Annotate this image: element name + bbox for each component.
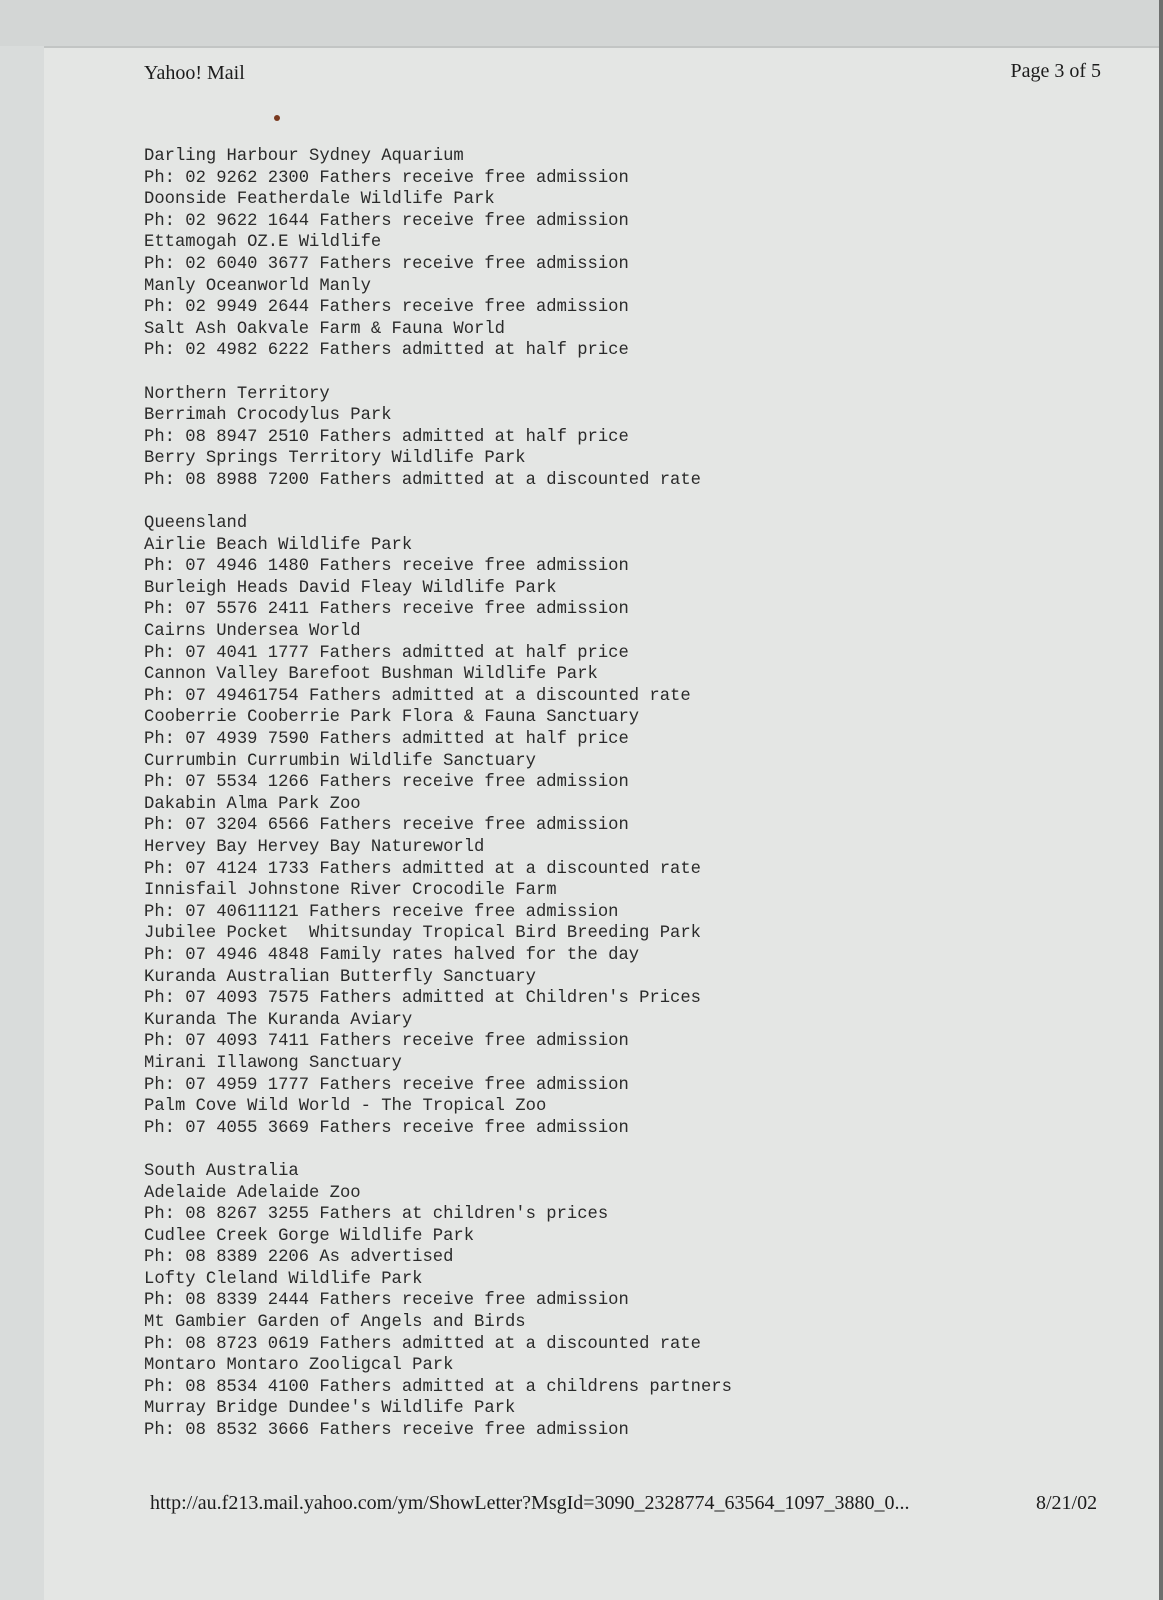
phone-offer-line: Ph: 02 6040 3677 Fathers receive free admission	[144, 254, 629, 274]
venue-line: Kuranda The Kuranda Aviary	[144, 1010, 413, 1030]
phone-offer-line: Ph: 08 8267 3255 Fathers at children's prices	[144, 1205, 609, 1225]
venue-line: Salt Ash Oakvale Farm & Fauna World	[144, 319, 505, 339]
venue-line: Innisfail Johnstone River Crocodile Farm	[144, 881, 557, 901]
venue-line: Darling Harbour Sydney Aquarium	[144, 147, 464, 166]
phone-offer-line: Ph: 07 49461754 Fathers admitted at a discounted rate	[144, 686, 691, 706]
venue-line: Kuranda Australian Butterfly Sanctuary	[144, 967, 536, 987]
phone-offer-line: Ph: 07 3204 6566 Fathers receive free admission	[144, 816, 629, 836]
venue-line: Jubilee Pocket Whitsunday Tropical Bird Breeding Park	[144, 924, 701, 944]
phone-offer-line: Ph: 07 4041 1777 Fathers admitted at half price	[144, 643, 629, 663]
venue-line: Cannon Valley Barefoot Bushman Wildlife Park	[144, 665, 598, 685]
phone-offer-line: Ph: 07 4093 7411 Fathers receive free admission	[144, 1032, 629, 1052]
page-header-title: Yahoo! Mail	[144, 62, 245, 84]
phone-offer-line: Ph: 07 4093 7575 Fathers admitted at Children's Prices	[144, 989, 701, 1009]
footer-date: 8/21/02	[1036, 1492, 1098, 1514]
venue-line: Montaro Montaro Zooligcal Park	[144, 1356, 454, 1376]
ink-dot-mark	[274, 115, 280, 121]
page-number: Page 3 of 5	[1010, 60, 1101, 82]
scan-right-edge	[1159, 0, 1163, 1600]
phone-offer-line: Ph: 08 8339 2444 Fathers receive free admission	[144, 1291, 629, 1311]
phone-offer-line: Ph: 07 4939 7590 Fathers admitted at half price	[144, 730, 629, 750]
phone-offer-line: Ph: 07 5576 2411 Fathers receive free admission	[144, 600, 629, 620]
blank-line	[144, 1139, 732, 1161]
phone-offer-line: Ph: 08 8947 2510 Fathers admitted at half price	[144, 427, 629, 447]
venue-line: Airlie Beach Wildlife Park	[144, 535, 413, 555]
venue-line: Queensland	[144, 514, 248, 534]
scan-top-margin	[0, 0, 1163, 46]
venue-line: Adelaide Adelaide Zoo	[144, 1183, 361, 1203]
venue-line: Murray Bridge Dundee's Wildlife Park	[144, 1399, 516, 1419]
phone-offer-line: Ph: 02 9262 2300 Fathers receive free admission	[144, 168, 629, 188]
venue-line: Cairns Undersea World	[144, 622, 361, 642]
phone-offer-line: Ph: 07 4946 1480 Fathers receive free admission	[144, 557, 629, 577]
venue-line: Cudlee Creek Gorge Wildlife Park	[144, 1226, 475, 1246]
venue-line: Ettamogah OZ.E Wildlife	[144, 233, 382, 253]
venue-line: Currumbin Currumbin Wildlife Sanctuary	[144, 751, 536, 771]
venue-line: Mt Gambier Garden of Angels and Birds	[144, 1313, 526, 1333]
phone-offer-line: Ph: 07 4946 4848 Family rates halved for the day	[144, 945, 640, 965]
venue-line: Northern Territory	[144, 384, 330, 404]
phone-offer-line: Ph: 07 5534 1266 Fathers receive free admission	[144, 773, 629, 793]
phone-offer-line: Ph: 07 40611121 Fathers receive free admission	[144, 902, 619, 922]
venue-line: Mirani Illawong Sanctuary	[144, 1053, 402, 1073]
venue-line: South Australia	[144, 1161, 299, 1181]
phone-offer-line: Ph: 02 9622 1644 Fathers receive free admission	[144, 211, 629, 231]
phone-offer-line: Ph: 08 8534 4100 Fathers admitted at a childrens partners	[144, 1377, 732, 1397]
venue-line: Manly Oceanworld Manly	[144, 276, 371, 296]
venue-line: Dakabin Alma Park Zoo	[144, 794, 361, 814]
venue-line: Burleigh Heads David Fleay Wildlife Park	[144, 578, 557, 598]
email-body	[144, 146, 732, 1442]
venue-line: Berry Springs Territory Wildlife Park	[144, 449, 526, 469]
blank-line	[144, 362, 732, 384]
venue-line: Hervey Bay Hervey Bay Natureworld	[144, 838, 485, 857]
phone-offer-line: Ph: 08 8988 7200 Fathers admitted at a discounted rate	[144, 470, 701, 490]
phone-offer-line: Ph: 07 4959 1777 Fathers receive free admission	[144, 1075, 629, 1095]
phone-offer-line: Ph: 02 4982 6222 Fathers admitted at half price	[144, 341, 629, 361]
phone-offer-line: Ph: 08 8389 2206 As advertised	[144, 1248, 454, 1268]
venue-line: Cooberrie Cooberrie Park Flora & Fauna Sanctuary	[144, 708, 640, 728]
venue-line: Lofty Cleland Wildlife Park	[144, 1269, 423, 1289]
venue-line: Doonside Featherdale Wildlife Park	[144, 190, 495, 210]
phone-offer-line: Ph: 02 9949 2644 Fathers receive free admission	[144, 298, 629, 318]
footer-url: http://au.f213.mail.yahoo.com/ym/ShowLetter?MsgId=3090_2328774_63564_1097_3880_0...	[150, 1492, 910, 1514]
blank-line	[144, 492, 732, 514]
phone-offer-line: Ph: 07 4055 3669 Fathers receive free admission	[144, 1118, 629, 1138]
phone-offer-line: Ph: 08 8723 0619 Fathers admitted at a discounted rate	[144, 1334, 701, 1354]
phone-offer-line: Ph: 07 4124 1733 Fathers admitted at a discounted rate	[144, 859, 701, 879]
venue-line: Berrimah Crocodylus Park	[144, 406, 392, 426]
phone-offer-line: Ph: 08 8532 3666 Fathers receive free admission	[144, 1421, 629, 1441]
venue-line: Palm Cove Wild World - The Tropical Zoo	[144, 1097, 547, 1117]
